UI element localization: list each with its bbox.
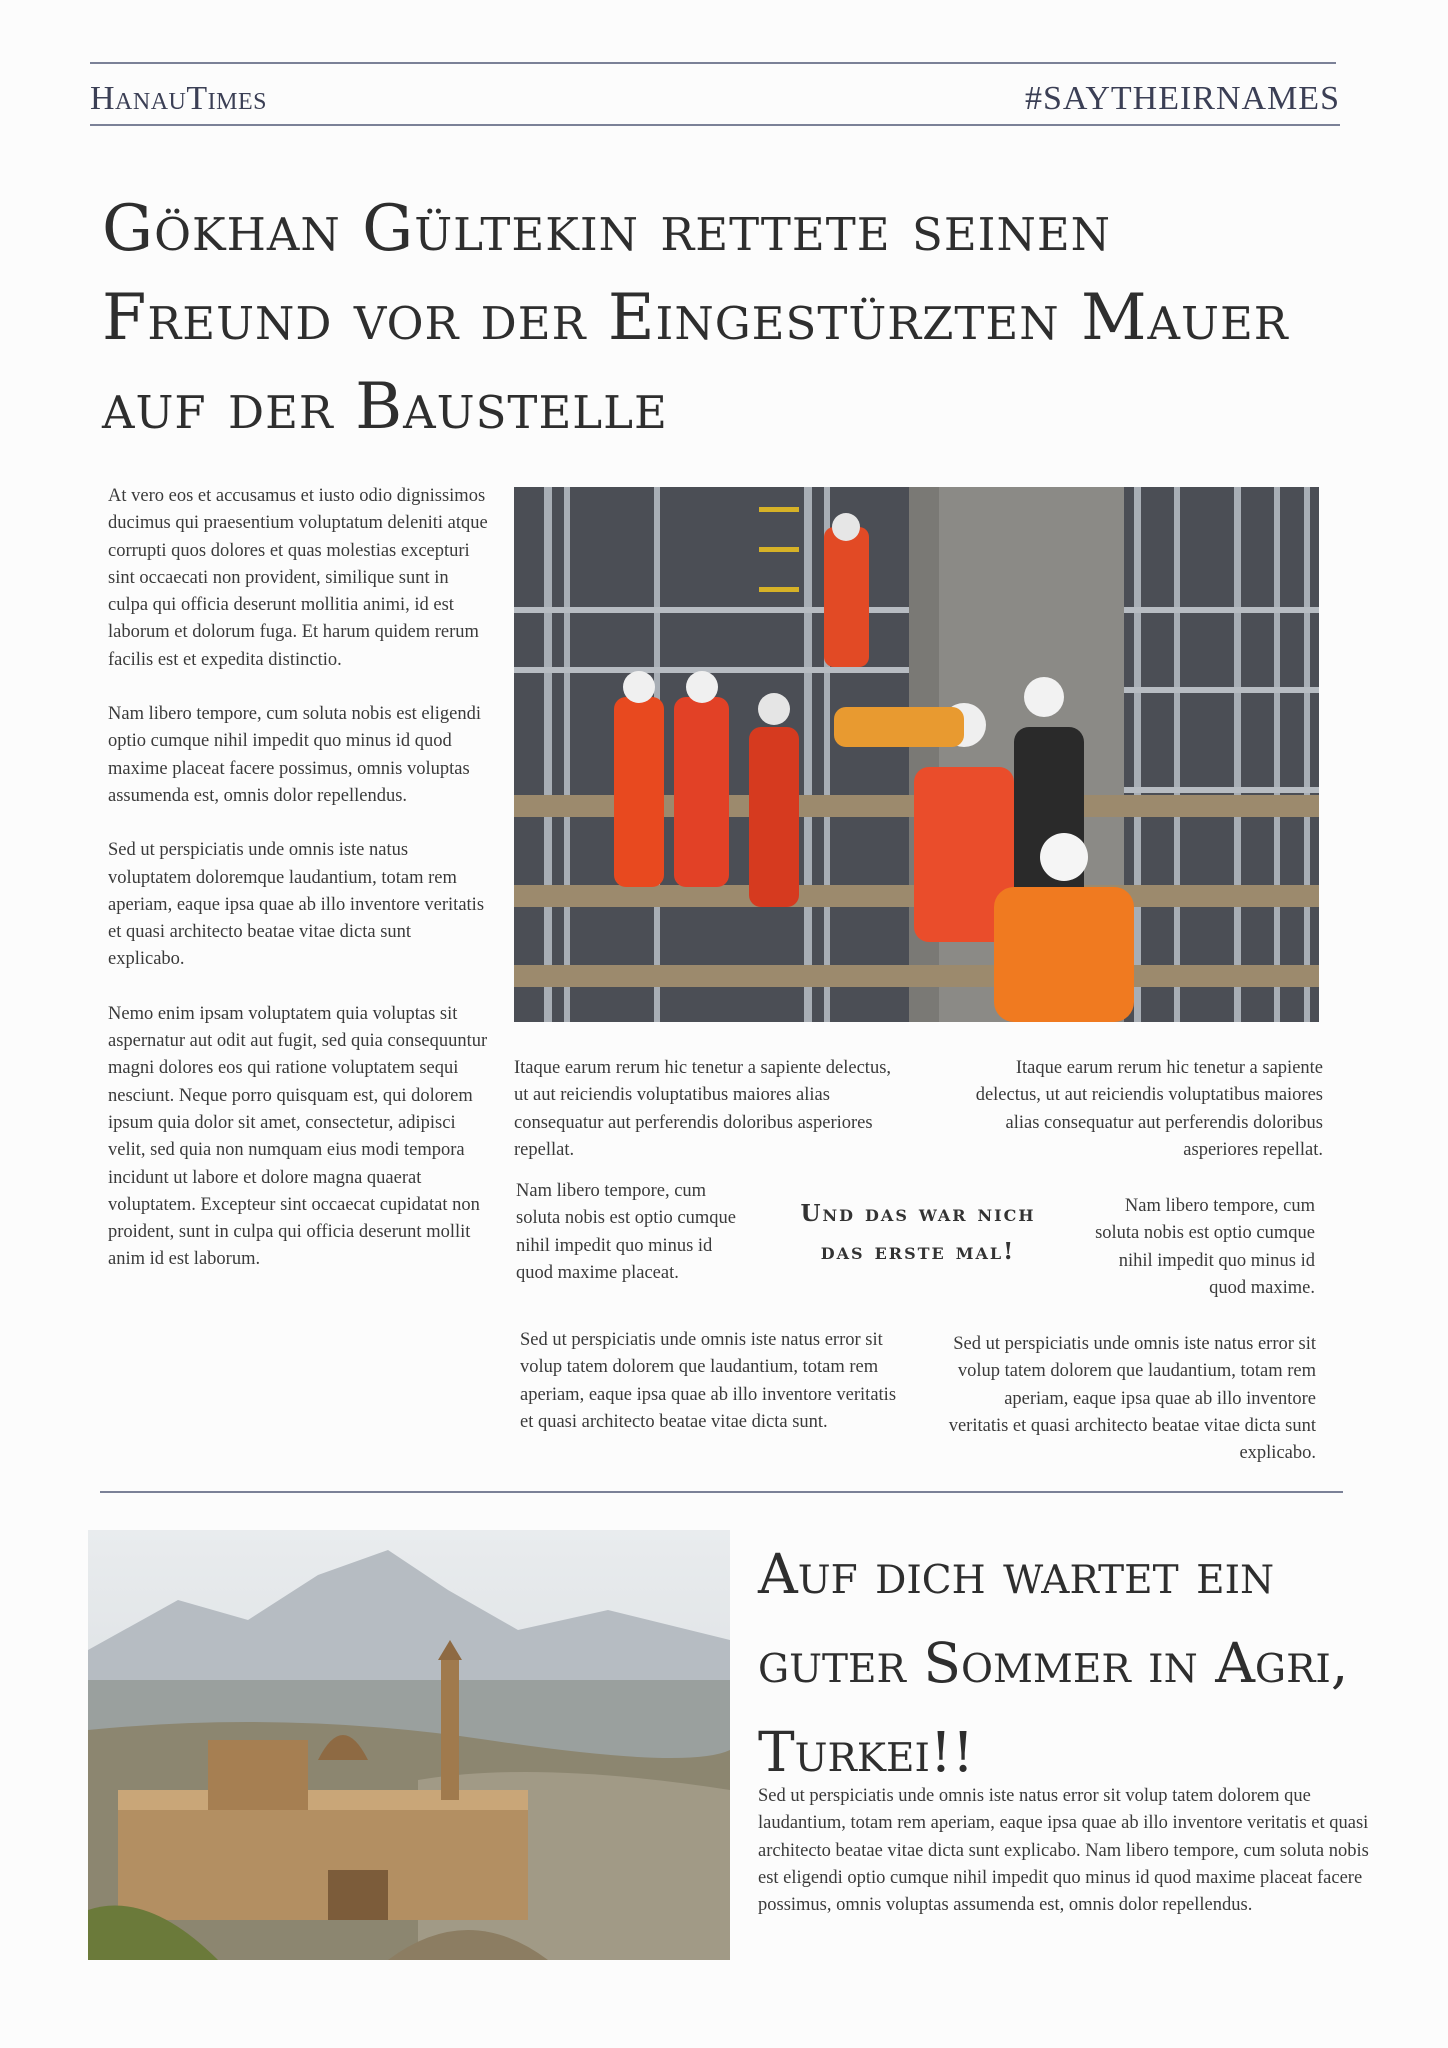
mid-left-paragraph-1: Itaque earum rerum hic tenetur a sapiente delectus, ut aut reiciendis voluptatibus maiores alias consequatur aut perferendis doloribus asperiores repellat. bbox=[514, 1058, 892, 1160]
second-story-headline: Auf dich wartet ein guter Sommer in Agri, Turkei!! bbox=[758, 1542, 1349, 1784]
mid-right-paragraph-1: Itaque earum rerum hic tenetur a sapiente delectus, ut aut reiciendis voluptatibus maiores alias consequatur aut perferendis doloribus asperiores repellat. bbox=[975, 1058, 1323, 1160]
pull-quote: Und das war nich das erste mal! bbox=[800, 1200, 1036, 1265]
main-headline: Gökhan Gültekin rettete seinen Freund vor der Eingestürzten Mauer auf der Baustelle bbox=[102, 192, 1289, 444]
masthead-title: HanauTimes bbox=[90, 80, 267, 117]
left-column bbox=[108, 483, 488, 1301]
masthead-bottom-rule bbox=[90, 124, 1340, 126]
rescue-photo bbox=[514, 487, 1319, 1022]
left-paragraph-1: At vero eos et accusamus et iusto odio dignissimos ducimus qui praesentium voluptatum deleniti atque corrupti quos dolores et quas molestias excepturi sint occaecati non provident, similique sunt in culpa qui officia deserunt mollitia animi, id est laborum et dolorum fuga. Et harum quidem rerum facilis est et expedita distinctio. bbox=[108, 486, 488, 670]
mid-left-paragraph-3: Sed ut perspiciatis unde omnis iste natus error sit volup tatem dolorem que laudantium, totam rem aperiam, eaque ipsa quae ab illo inventore veritatis et quasi architecto beatae vitae dicta sunt. bbox=[520, 1330, 897, 1432]
palace-photo-illustration bbox=[88, 1530, 730, 1960]
mid-left-paragraph-2: Nam libero tempore, cum soluta nobis est optio cumque nihil impedit quo minus id quod maxime placeat. bbox=[516, 1181, 736, 1283]
masthead-hashtag: #SAYTHEIRNAMES bbox=[1024, 80, 1340, 117]
left-paragraph-2: Nam libero tempore, cum soluta nobis est eligendi optio cumque nihil impedit quo minus id quod maxime placeat facere possimus, omnis voluptas assumenda est, omnis dolor repellendus. bbox=[108, 704, 481, 806]
left-paragraph-3: Sed ut perspiciatis unde omnis iste natus voluptatem doloremque laudantium, totam rem aperiam, eaque ipsa quae ab illo inventore veritatis et quasi architecto beatae vitae dicta sunt explicabo. bbox=[108, 840, 485, 970]
section-divider bbox=[100, 1491, 1343, 1493]
top-rule bbox=[90, 62, 1336, 64]
left-paragraph-4: Nemo enim ipsam voluptatem quia voluptas sit aspernatur aut odit aut fugit, sed quia consequuntur magni dolores eos qui ratione voluptatem sequi nesciunt. Neque porro quisquam est, qui dolorem ipsum quia dolor sit amet, consectetur, adipisci velit, sed quia non numquam eius modi tempora incidunt ut labore et dolore magna quaerat voluptatem. Excepteur sint occaecat cupidatat non proident, sunt in culpa qui officia deserunt mollit anim id est laborum. bbox=[108, 1003, 488, 1270]
mid-right-paragraph-2: Nam libero tempore, cum soluta nobis est optio cumque nihil impedit quo minus id quod maxime. bbox=[1095, 1196, 1315, 1298]
rescue-photo-illustration bbox=[514, 487, 1319, 1022]
palace-landscape-photo bbox=[88, 1530, 730, 1960]
mid-right-paragraph-3: Sed ut perspiciatis unde omnis iste natus error sit volup tatem dolorem que laudantium, totam rem aperiam, eaque ipsa quae ab illo inventore veritatis et quasi architecto beatae vitae dicta sunt explicabo. bbox=[948, 1334, 1316, 1464]
second-story-body: Sed ut perspiciatis unde omnis iste natus error sit volup tatem dolorem que laudantium, totam rem aperiam, eaque ipsa quae ab illo inventore veritatis et quasi architecto beatae vitae dicta sunt explicabo. Nam libero tempore, cum soluta nobis est eligendi optio cumque nihil impedit quo minus id quod maxime placeat facere possimus, omnis voluptas assumenda est, omnis dolor repellendus. bbox=[758, 1786, 1369, 1916]
